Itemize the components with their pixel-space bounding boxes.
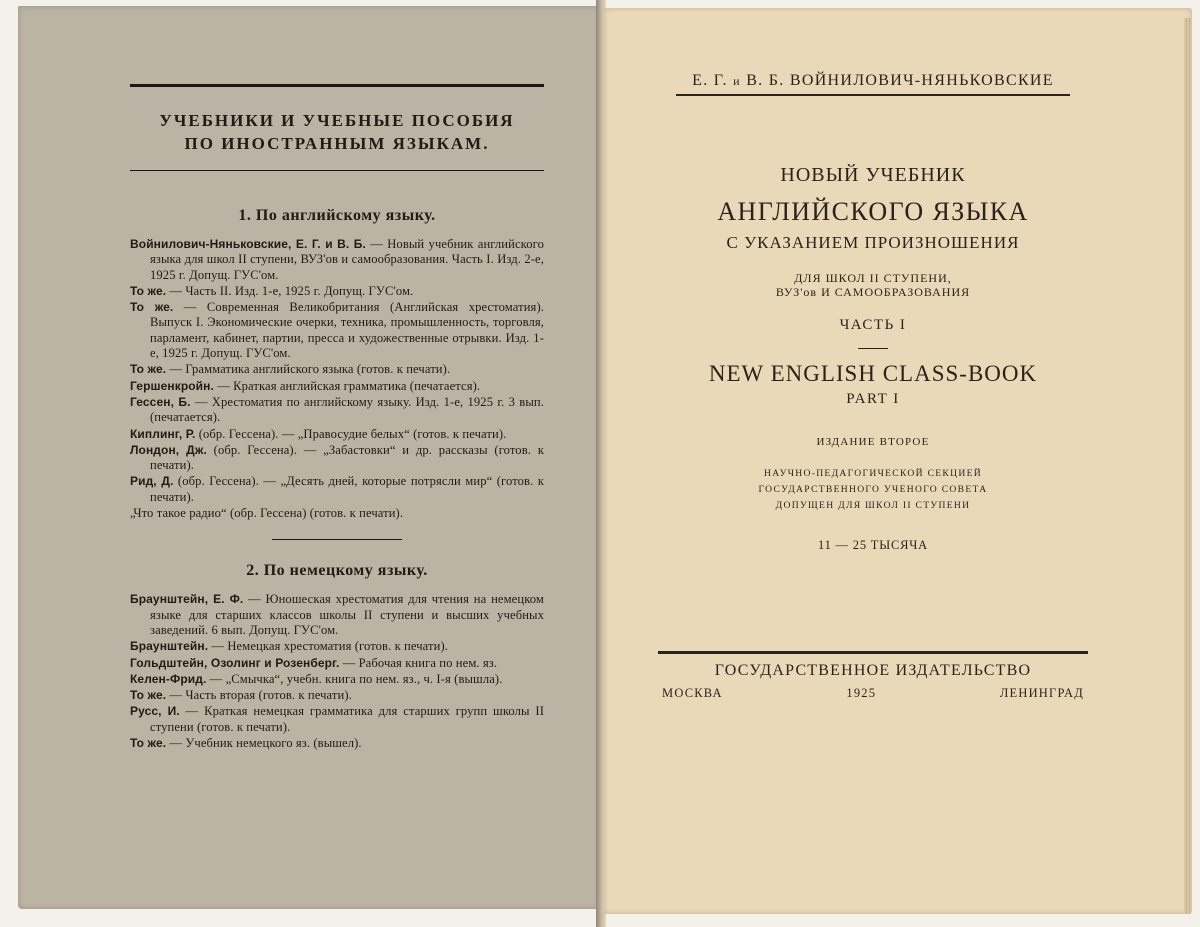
list-item <box>130 639 544 654</box>
approval-note <box>682 466 1064 514</box>
entry-author: То же. <box>130 283 167 298</box>
entry-text: — Новый учебник английского языка для школ II ступени, ВУЗ'ов и самообразования. Часть I. Изд. 2-е, 1925 г. Допущ. ГУС'ом. <box>150 237 544 282</box>
edition-label: ИЗДАНИЕ ВТОРОЕ <box>816 436 930 448</box>
approval-line-2: ГОСУДАРСТВЕННОГО УЧЕНОГО СОВЕТА <box>758 484 988 495</box>
entry-author: Браунштейн, Е. Ф. <box>130 592 244 607</box>
list-item <box>130 506 544 521</box>
list-item <box>130 443 544 474</box>
list-item <box>130 395 544 426</box>
list-item <box>130 592 544 638</box>
right-page-title <box>604 8 1192 914</box>
german-list <box>130 592 544 751</box>
entry-author: То же. <box>130 300 174 315</box>
title-divider <box>858 348 888 349</box>
city-moscow: МОСКВА <box>662 686 723 700</box>
title-english: NEW ENGLISH CLASS-BOOK <box>708 361 1038 386</box>
author-names: В. Б. ВОЙНИЛОВИЧ-НЯНЬКОВСКИЕ <box>746 72 1054 89</box>
list-item <box>130 474 544 505</box>
publisher-name: ГОСУДАРСТВЕННОЕ ИЗДАТЕЛЬСТВО <box>714 662 1032 679</box>
entry-author: Рид, Д. <box>130 474 174 489</box>
section-divider <box>272 539 402 540</box>
approval-line-3: ДОПУЩЕН ДЛЯ ШКОЛ II СТУПЕНИ <box>775 500 971 511</box>
entry-text: — „Смычка“, учебн. книга по нем. яз., ч. I-я (вышла). <box>206 671 503 686</box>
header-line-2: ПО ИНОСТРАННЫМ ЯЗЫКАМ. <box>184 134 490 153</box>
entry-text: — Юношеская хрестоматия для чтения на немецком языке для старших классов школы II ступени и высших учебных заведений. 6 вып. Допущ. ГУС'ом. <box>150 592 544 637</box>
entry-text: „Что такое радио“ (обр. Гессена) (готов. к печати). <box>130 506 404 521</box>
part-ru: ЧАСТЬ I <box>839 317 907 333</box>
entry-author: Лондон, Дж. <box>130 442 207 457</box>
entry-text: — Часть II. Изд. 1-е, 1925 г. Допущ. ГУС'ом. <box>166 283 414 298</box>
entry-text: (обр. Гессена). — „Забастовки“ и др. рассказы (готов. к печати). <box>150 442 544 473</box>
audience-line-2: ВУЗ'ов И САМООБРАЗОВАНИЯ <box>775 285 971 299</box>
authors-conjunction: и <box>733 74 741 88</box>
list-item <box>130 672 544 687</box>
audience-line-1: ДЛЯ ШКОЛ II СТУПЕНИ, <box>794 271 952 285</box>
list-item <box>130 427 544 442</box>
entry-text: — Часть вторая (готов. к печати). <box>166 688 352 703</box>
title-line-1: НОВЫЙ УЧЕБНИК <box>780 164 966 186</box>
list-item <box>130 379 544 394</box>
print-run: 11 — 25 ТЫСЯЧА <box>818 538 928 552</box>
entry-text: — Современная Великобритания (Английская хрестоматия). Выпуск I. Экономические очерки, техника, промышленность, торговля, парламент, кабинет, партии, пресса и художественные отрывки. Изд. 1-е, 1925 г. Допущ. ГУС'ом. <box>150 300 544 361</box>
entry-author: Войнилович-Няньковские, Е. Г. и В. Б. <box>130 237 366 251</box>
left-page-header <box>130 87 544 170</box>
entry-text: (обр. Гессена). — „Десять дней, которые потрясли мир“ (готов. к печати). <box>150 474 545 504</box>
english-list <box>130 237 544 521</box>
city-leningrad: ЛЕНИНГРАД <box>999 686 1084 700</box>
title-page-content <box>662 72 1084 701</box>
approval-line-1: НАУЧНО-ПЕДАГОГИЧЕСКОЙ СЕКЦИЕЙ <box>764 468 982 479</box>
entry-author: То же. <box>130 736 167 751</box>
title-line-2: АНГЛИЙСКОГО ЯЗЫКА <box>717 197 1029 226</box>
left-page <box>18 6 601 909</box>
entry-author: Гольдштейн, Озолинг и Розенберг. <box>130 655 340 670</box>
list-item <box>130 704 544 735</box>
entry-text: (обр. Гессена). — „Правосудие белых“ (готов. к печати). <box>195 426 507 441</box>
section-title-english: 1. По английскому языку. <box>238 207 436 224</box>
entry-text: — Немецкая хрестоматия (готов. к печати). <box>208 639 449 654</box>
entry-author: Гершенкройн. <box>130 378 214 393</box>
left-page-content <box>130 84 544 752</box>
entry-text: — Рабочая книга по нем. яз. <box>339 655 498 670</box>
imprint-row <box>658 686 1088 701</box>
list-item <box>130 237 544 283</box>
entry-text: — Учебник немецкого яз. (вышел). <box>166 736 362 751</box>
entry-author: Киплинг, Р. <box>130 426 196 441</box>
title-line-3: С УКАЗАНИЕМ ПРОИЗНОШЕНИЯ <box>726 233 1020 252</box>
list-item <box>130 284 544 299</box>
entry-text: — Грамматика английского языка (готов. к печати). <box>166 362 451 377</box>
header-bottom-rule <box>130 170 544 171</box>
author-initials-1: Е. Г. <box>692 72 728 89</box>
entry-text: — Краткая английская грамматика (печатается). <box>213 378 481 393</box>
entry-author: Келен-Фрид. <box>130 671 207 686</box>
entry-author: Гессен, Б. <box>130 394 191 409</box>
publisher-block <box>658 651 1088 701</box>
entry-text: — Хрестоматия по английскому языку. Изд. 1-е, 1925 г. 3 вып. (печатается). <box>150 394 544 425</box>
entry-text: — Краткая немецкая грамматика для старших групп школы II ступени (готов. к печати). <box>150 704 545 734</box>
entry-author: Русс, И. <box>130 704 180 719</box>
list-item <box>130 736 544 751</box>
section-title-german: 2. По немецкому языку. <box>246 562 428 580</box>
header-line-1: УЧЕБНИКИ И УЧЕБНЫЕ ПОСОБИЯ <box>159 111 515 130</box>
authors-line <box>676 72 1070 96</box>
list-item <box>130 688 544 703</box>
list-item <box>130 656 544 671</box>
entry-author: Браунштейн. <box>130 639 209 654</box>
list-item <box>130 362 544 377</box>
entry-author: То же. <box>130 688 167 703</box>
entry-author: То же. <box>130 362 167 377</box>
page-edges <box>1184 18 1192 914</box>
publication-year: 1925 <box>846 686 877 700</box>
part-en: PART I <box>846 391 900 407</box>
list-item <box>130 300 544 361</box>
